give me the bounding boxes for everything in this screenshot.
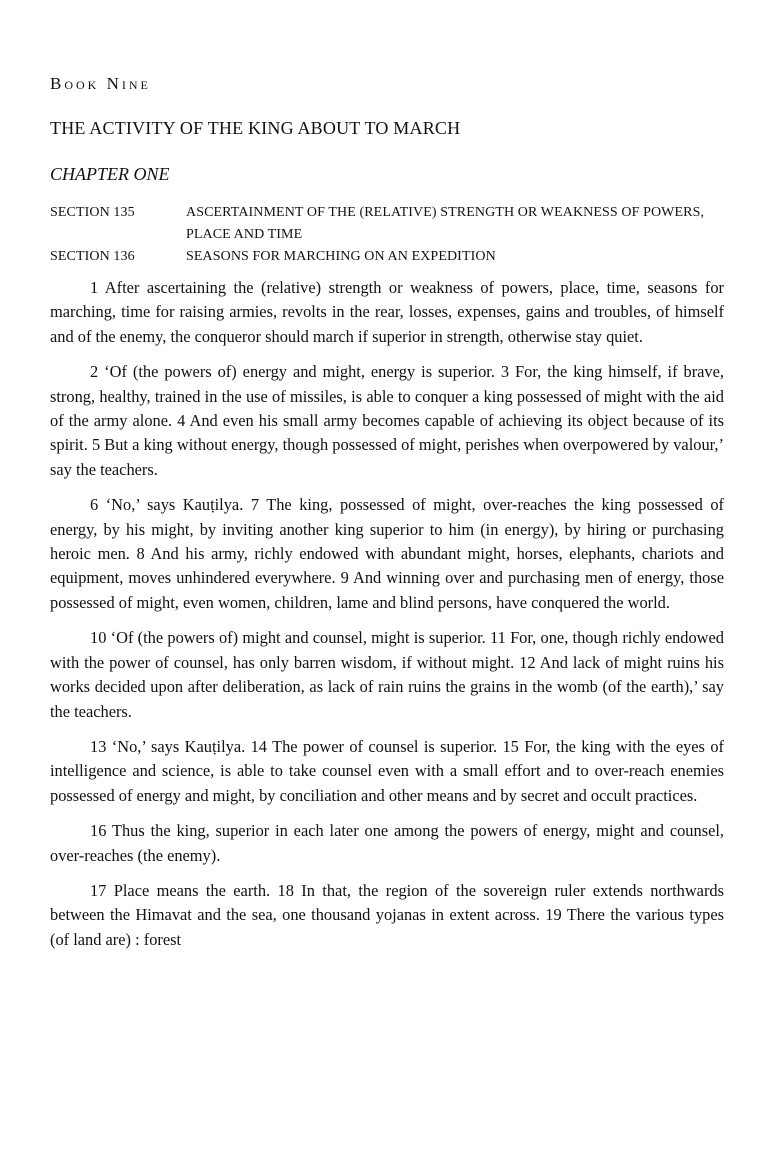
paragraph: 6 ‘No,’ says Kauṭilya. 7 The king, possessed of might, over-reaches the king possessed of energy, by his might, by inviting another king superior to him (in energy), by hiring or purchasing heroic men. 8 And his army, richly endowed with abundant might, horses, elephants, chariots and equipment, moves unhindered everywhere. 9 And winning over and purchasing men of energy, those possessed of might, even women, children, lame and blind persons, have conquered the world. — [50, 495, 724, 612]
section-number: SECTION 136 — [50, 249, 135, 264]
paragraph: 2 ‘Of (the powers of) energy and might, energy is superior. 3 For, the king himself, if brave, strong, healthy, trained in the use of missiles, is able to conquer a king possessed of might with the aid of the army alone. 4 And even his small army becomes capable of achieving its object because of its spirit. 5 But a king without energy, though possessed of might, perishes when overpowered by valour,’ say the teachers. — [50, 362, 724, 479]
section-title: SEASONS FOR MARCHING ON AN EXPEDITION — [186, 249, 496, 264]
section-title: ASCERTAINMENT OF THE (RELATIVE) STRENGTH OR WEAKNESS OF POWERS, PLACE AND TIME — [186, 205, 705, 242]
section-list — [50, 202, 724, 268]
section-entry — [50, 246, 724, 268]
paragraph: 10 ‘Of (the powers of) might and counsel, might is superior. 11 For, one, though richly endowed with the power of counsel, has only barren wisdom, if without might. 12 And lack of might ruins his works decided upon after deliberation, as lack of rain ruins the grains in the womb (of the earth),’ say the teachers. — [50, 628, 724, 721]
paragraph: 17 Place means the earth. 18 In that, the region of the sovereign ruler extends northwards between the Himavat and the sea, one thousand yojanas in extent across. 19 There the various types (of land are) : forest — [50, 880, 724, 949]
section-number: SECTION 135 — [50, 205, 135, 220]
paragraph: 1 After ascertaining the (relative) strength or weakness of powers, place, time, seasons for marching, time for raising armies, revolts in the rear, losses, expenses, gains and troubles, of himself and of the enemy, the conqueror should march if superior in strength, otherwise stay quiet. — [50, 278, 724, 346]
document-page — [50, 72, 724, 963]
book-title: THE ACTIVITY OF THE KING ABOUT TO MARCH — [50, 118, 461, 138]
section-entry — [50, 202, 724, 246]
chapter-heading: CHAPTER ONE — [50, 164, 170, 184]
paragraph: 13 ‘No,’ says Kauṭilya. 14 The power of counsel is superior. 15 For, the king with the eyes of intelligence and science, is able to take counsel even with a small effort and to over-reach enemies possessed of energy and might, by conciliation and other means and by secret and occult practices. — [50, 736, 724, 805]
paragraph: 16 Thus the king, superior in each later one among the powers of energy, might and counsel, over-reaches (the enemy). — [50, 821, 724, 865]
book-label: Book Nine — [50, 74, 151, 93]
